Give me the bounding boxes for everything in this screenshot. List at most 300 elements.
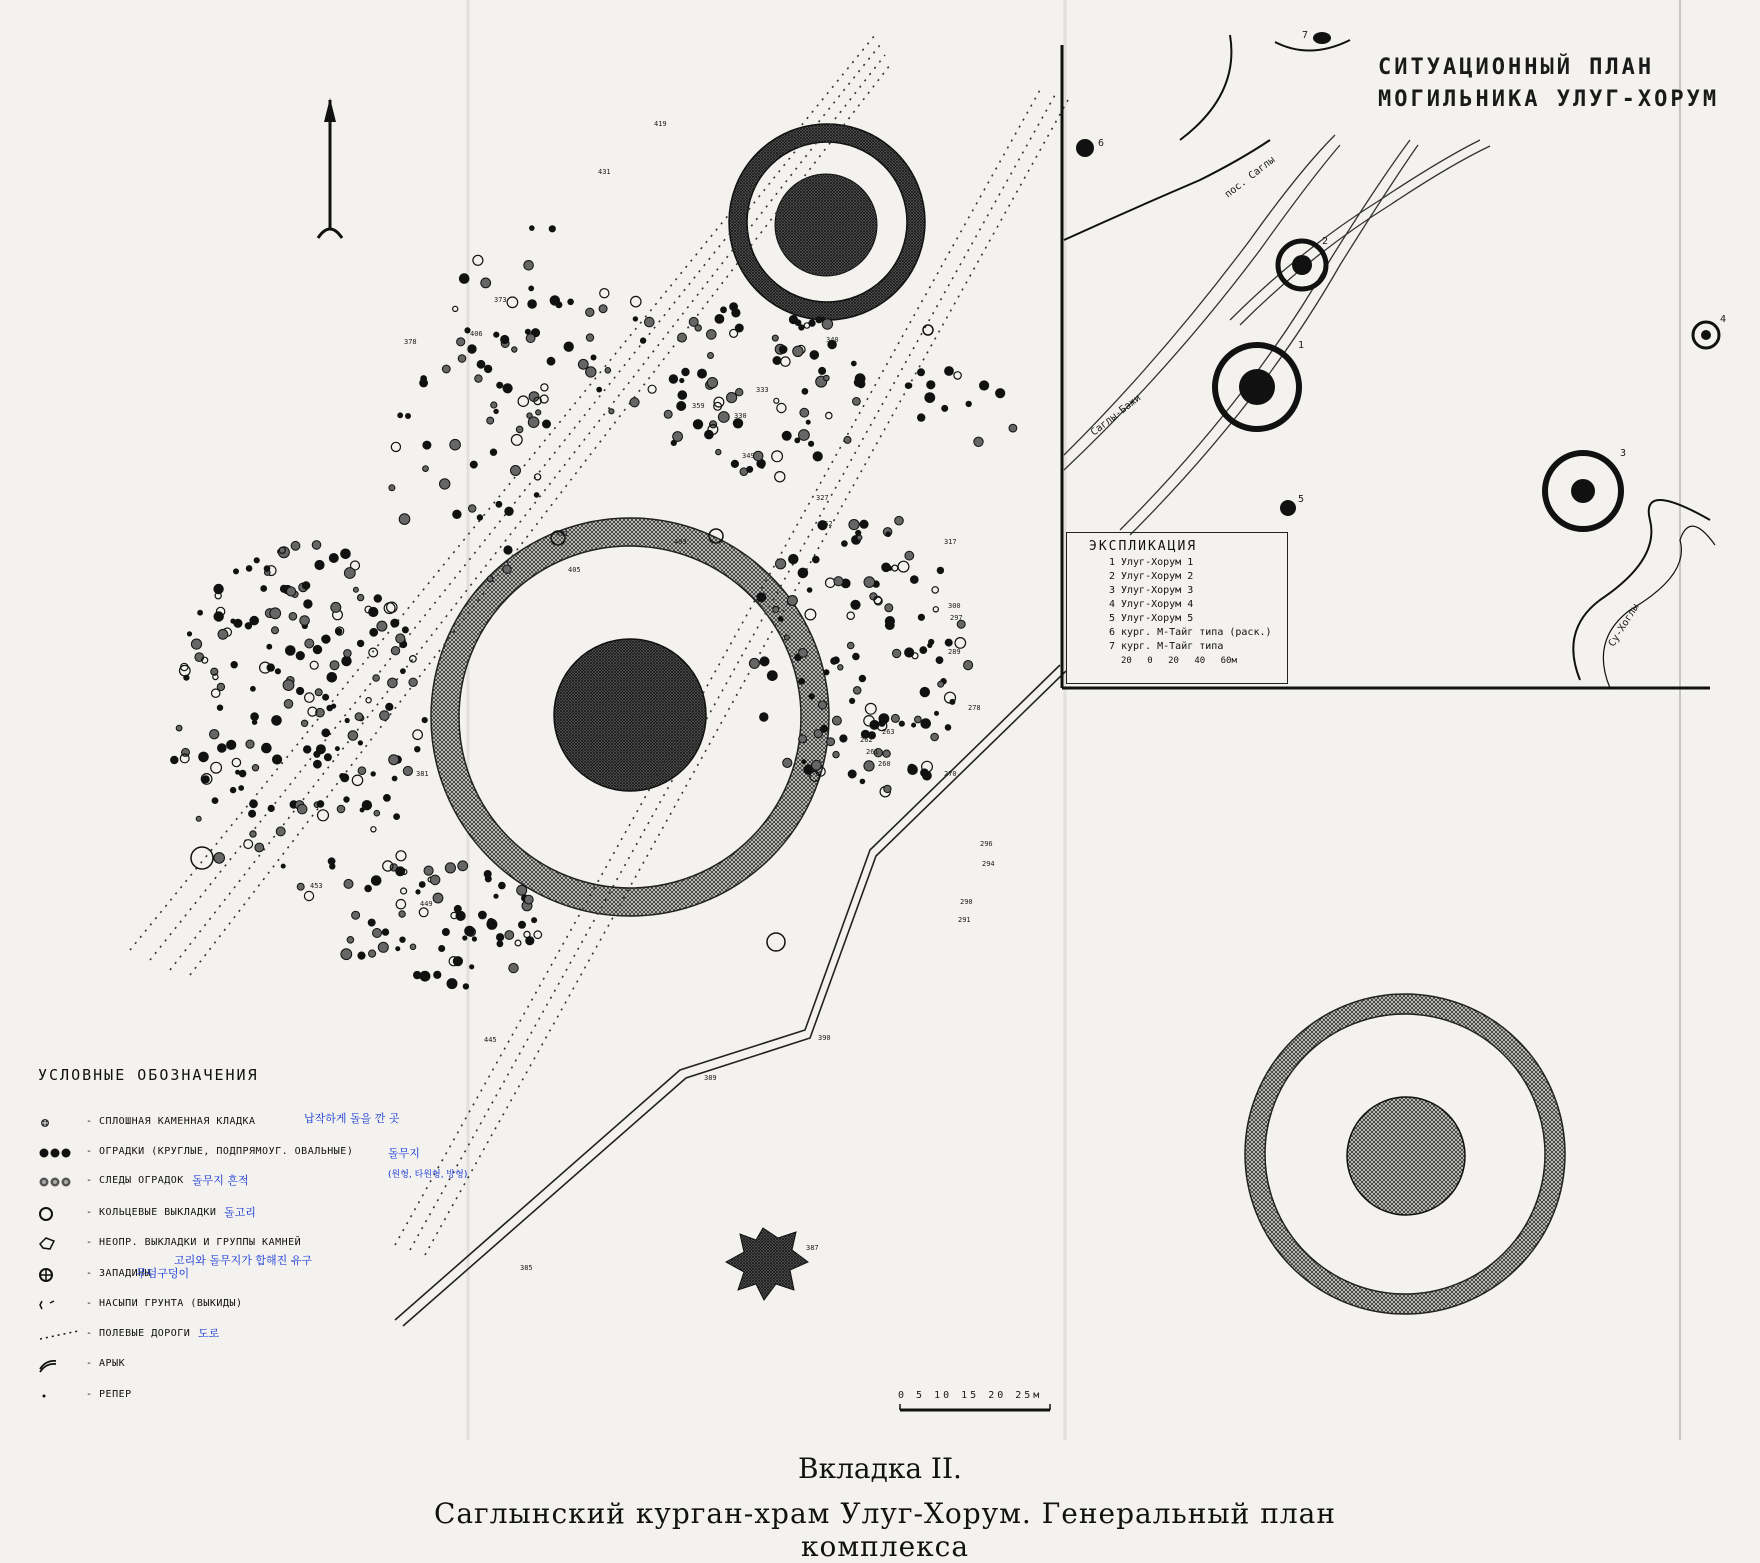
stone-enclosure: [458, 355, 466, 363]
stone-enclosure: [799, 430, 810, 441]
stone-enclosure: [586, 367, 596, 377]
feature-number: 289: [948, 648, 961, 656]
stone-enclosure: [534, 931, 542, 939]
stone-enclosure: [917, 413, 925, 421]
mound-number-1: 1: [1298, 340, 1305, 351]
soil-mound-icon: [38, 1295, 82, 1315]
stone-enclosure: [322, 694, 329, 701]
stone-enclosure: [487, 576, 493, 582]
stone-enclosure: [503, 383, 513, 393]
stone-enclosure: [505, 931, 514, 940]
legend-item-label: - ОГРАДКИ (КРУГЛЫЕ, ПОДПРЯМОУГ. ОВАЛЬНЫЕ): [86, 1146, 354, 1157]
stone-enclosure: [197, 610, 203, 616]
stone-enclosure: [503, 545, 512, 554]
stone-enclosure: [484, 365, 492, 373]
stone-enclosure: [348, 731, 358, 741]
stone-enclosure: [268, 805, 275, 812]
stone-enclosure: [779, 345, 788, 354]
stone-enclosure: [419, 881, 426, 888]
stone-enclosure: [486, 919, 497, 930]
stone-enclosure: [818, 367, 826, 375]
inset-mound-7: [1313, 32, 1331, 44]
feature-number: 262: [860, 736, 873, 744]
stone-enclosure: [772, 335, 778, 341]
stone-enclosure: [345, 718, 350, 723]
stone-enclosure: [410, 656, 417, 663]
stone-enclosure: [318, 810, 329, 821]
feature-number: 300: [948, 602, 961, 610]
stone-enclosure: [487, 417, 494, 424]
stone-enclosure: [864, 577, 875, 588]
stone-enclosure: [777, 403, 786, 412]
stone-enclosure: [1009, 424, 1017, 432]
stone-enclosure: [541, 384, 548, 391]
star-stone-feature: [726, 1228, 808, 1300]
stone-enclosure: [377, 621, 387, 631]
stone-enclosure: [329, 553, 339, 563]
stone-enclosure: [399, 937, 405, 943]
stone-enclosure: [781, 357, 790, 366]
stone-enclosure: [848, 770, 857, 779]
stone-enclosure: [841, 540, 848, 547]
stone-enclosure: [312, 541, 321, 550]
stone-enclosure: [344, 568, 355, 579]
stone-enclosure: [669, 374, 678, 383]
river-label: Саглы-Бажи: [1088, 392, 1144, 439]
stone-enclosure: [371, 771, 376, 776]
stone-enclosure: [834, 577, 843, 586]
legend-item-label: - КОЛЬЦЕВЫЕ ВЫКЛАДКИ: [86, 1207, 217, 1218]
stone-enclosure: [410, 944, 416, 950]
stone-enclosure: [524, 895, 533, 904]
stone-enclosure: [422, 717, 428, 723]
stone-enclosure: [810, 350, 820, 360]
stone-enclosure: [211, 762, 222, 773]
stone-enclosure: [301, 720, 307, 726]
stone-enclosure: [671, 440, 677, 446]
stone-enclosure: [630, 398, 639, 407]
stone-enclosure: [366, 698, 371, 703]
stone-enclosure: [462, 935, 467, 940]
stone-enclosure: [693, 419, 703, 429]
mound-number-5: 5: [1298, 494, 1305, 505]
ring-stone-feature: [191, 847, 213, 869]
explication-item-label: Улуг-Хорум 3: [1121, 585, 1194, 596]
stone-enclosure: [291, 541, 300, 550]
stone-enclosure: [885, 604, 893, 612]
stone-enclosure: [826, 578, 835, 587]
stone-enclosure: [340, 549, 351, 560]
stone-enclosure: [284, 700, 293, 709]
road-label: пос. Саглы: [1222, 154, 1278, 201]
stone-enclosure: [503, 565, 511, 573]
stone-enclosure: [801, 759, 806, 764]
stone-enclosure: [310, 661, 318, 669]
feature-number: 373: [494, 296, 507, 304]
explication-item-number: 4: [1109, 599, 1116, 610]
stone-enclosure: [214, 611, 224, 621]
stone-enclosure: [524, 261, 534, 271]
stone-enclosure: [396, 900, 405, 909]
stone-enclosure: [337, 805, 345, 813]
stone-enclosure: [707, 378, 717, 388]
feature-number: 405: [568, 566, 581, 574]
stone-enclosure: [230, 787, 236, 793]
inset-mound-3: [1545, 453, 1621, 529]
stone-enclosure: [254, 557, 260, 563]
explication-item-number: 6: [1109, 627, 1116, 638]
stone-enclosure: [749, 658, 759, 668]
stone-enclosure: [422, 441, 431, 450]
mound-number-3: 3: [1620, 448, 1627, 459]
stone-enclosure: [917, 368, 925, 376]
explication-item: [1109, 584, 1287, 598]
mound-number-6: 6: [1098, 138, 1105, 149]
irregular-stone-icon: [38, 1234, 82, 1254]
stone-enclosure: [304, 891, 313, 900]
explication-item-number: 1: [1109, 557, 1116, 568]
stone-enclosure: [833, 751, 839, 757]
stone-enclosure: [827, 738, 835, 746]
stone-enclosure: [378, 942, 388, 952]
stone-enclosure: [727, 393, 737, 403]
stone-enclosure: [409, 678, 417, 686]
stone-enclosure: [839, 734, 847, 742]
stone-enclosure: [281, 864, 286, 869]
stone-enclosure: [806, 420, 811, 425]
stone-enclosure: [798, 678, 805, 685]
stone-enclosure: [238, 785, 244, 791]
stone-enclosure: [344, 879, 353, 888]
stone-enclosure: [855, 530, 861, 536]
feature-number: 294: [982, 860, 995, 868]
stone-enclosure: [859, 675, 866, 682]
stone-enclosure: [217, 743, 227, 753]
stone-enclosure: [369, 628, 378, 637]
stone-enclosure: [321, 728, 330, 737]
feature-number: 317: [944, 538, 957, 546]
stone-enclosure: [395, 946, 400, 951]
stone-enclosure: [433, 971, 441, 979]
stone-enclosure: [926, 380, 935, 389]
feature-number: 406: [470, 330, 483, 338]
stone-enclosure: [331, 704, 336, 709]
stone-enclosure: [937, 567, 944, 574]
stone-enclosure: [904, 647, 914, 657]
stone-enclosure: [287, 587, 296, 596]
stone-enclosure: [511, 435, 522, 446]
stone-enclosure: [453, 306, 458, 311]
stone-enclosure: [865, 703, 876, 714]
stone-enclosure: [847, 642, 854, 649]
stone-enclosure: [730, 329, 738, 337]
mound-number-4: 4: [1720, 314, 1727, 325]
legend-title: УСЛОВНЫЕ ОБОЗНАЧЕНИЯ: [38, 1066, 259, 1084]
stone-enclosure: [170, 756, 178, 764]
stone-enclosure: [470, 461, 478, 469]
stone-enclosure: [527, 299, 537, 309]
stone-enclosure: [270, 608, 281, 619]
stone-enclosure: [933, 607, 938, 612]
stone-enclosure: [859, 520, 868, 529]
solid-masonry-icon: [38, 1113, 82, 1133]
stone-enclosure: [297, 883, 304, 890]
stone-enclosure: [881, 563, 891, 573]
stone-enclosure: [276, 827, 285, 836]
stone-enclosure: [380, 711, 390, 721]
stone-enclosure: [445, 863, 455, 873]
stone-enclosure: [245, 622, 252, 629]
stone-enclosure: [664, 410, 672, 418]
stone-enclosure: [697, 369, 707, 379]
stone-enclosure: [303, 599, 312, 608]
inset-title: [1378, 52, 1719, 116]
stone-enclosure: [818, 701, 826, 709]
stone-enclosure: [885, 616, 895, 626]
feature-number: 333: [756, 386, 769, 394]
river2-label: Су-Хоглы: [1606, 602, 1642, 649]
depression-icon: [38, 1265, 82, 1285]
stone-enclosure: [419, 379, 428, 388]
feature-number: 296: [980, 840, 993, 848]
legend-item-label: - СПЛОШНАЯ КАМЕННАЯ КЛАДКА: [86, 1116, 256, 1127]
stone-enclosure: [500, 335, 509, 344]
stone-enclosure: [864, 761, 874, 771]
stone-enclosure: [517, 885, 527, 895]
stone-enclosure: [477, 360, 486, 369]
stone-enclosure: [352, 911, 360, 919]
explication-item-number: 7: [1109, 641, 1116, 652]
stone-enclosure: [353, 587, 358, 592]
stone-enclosure: [272, 754, 282, 764]
stone-enclosure: [458, 861, 468, 871]
aryk-canal: [395, 665, 1066, 1326]
stone-enclosure: [760, 656, 770, 666]
stone-enclosure: [324, 753, 332, 761]
inset-title-line2: МОГИЛЬНИКА УЛУГ-ХОРУМ: [1378, 87, 1720, 112]
field-road-icon: [38, 1325, 82, 1345]
explication-item-label: Улуг-Хорум 5: [1121, 613, 1194, 624]
stone-enclosure: [472, 936, 477, 941]
stone-enclosure: [248, 810, 256, 818]
stone-enclosure: [343, 796, 349, 802]
stone-enclosure: [716, 449, 721, 454]
stone-enclosure: [645, 317, 655, 327]
stone-enclosure: [528, 286, 534, 292]
stone-enclosure: [928, 639, 934, 645]
stone-enclosure: [830, 657, 838, 665]
stone-enclosure: [910, 575, 919, 584]
stone-enclosure: [385, 703, 393, 711]
feature-number: 419: [654, 120, 667, 128]
stone-enclosure: [808, 693, 814, 699]
feature-number: 385: [520, 1264, 533, 1272]
stone-enclosure: [678, 390, 688, 400]
stone-enclosure: [529, 225, 535, 231]
stone-enclosure: [528, 417, 539, 428]
stone-enclosure: [995, 388, 1005, 398]
stone-enclosure: [330, 661, 339, 670]
stone-enclosure: [535, 474, 541, 480]
feature-number: 387: [806, 1244, 819, 1252]
stone-enclosure: [352, 775, 362, 785]
stone-enclosure: [631, 296, 641, 306]
stone-enclosure: [496, 382, 503, 389]
stone-enclosure: [847, 612, 854, 619]
stone-enclosure: [368, 919, 376, 927]
explication-item-number: 5: [1109, 613, 1116, 624]
stone-enclosure: [547, 357, 556, 366]
stone-enclosure: [808, 441, 814, 447]
stone-enclosure: [357, 640, 364, 647]
stone-enclosure: [633, 316, 638, 321]
stone-enclosure: [851, 361, 857, 367]
stone-enclosure: [707, 330, 717, 340]
feature-number: 352: [820, 520, 833, 528]
legend-item-annotation: 납작하게 돌을 깐 곳: [304, 1112, 400, 1125]
stone-enclosure: [424, 866, 433, 875]
explication-item-label: Улуг-Хорум 1: [1121, 557, 1194, 568]
benchmark-icon: [38, 1386, 82, 1406]
feature-number: 261: [866, 748, 879, 756]
stone-enclosure: [832, 716, 841, 725]
stone-enclosure: [275, 668, 281, 674]
stone-enclosure: [826, 412, 832, 418]
stone-enclosure: [401, 888, 407, 894]
inset-mound-1: [1215, 345, 1299, 429]
stone-enclosure: [373, 675, 380, 682]
stone-enclosure: [775, 472, 785, 482]
stone-enclosure: [578, 359, 588, 369]
stone-enclosure: [708, 353, 714, 359]
explication-item: [1109, 570, 1287, 584]
stone-enclosure: [313, 645, 322, 654]
stone-enclosure: [303, 745, 311, 753]
explication-item-label: кург. М-Тайг типа: [1121, 641, 1224, 652]
stone-enclosure: [419, 908, 428, 917]
stone-enclosure: [596, 387, 602, 393]
stone-enclosure: [450, 439, 461, 450]
stone-enclosure: [920, 687, 930, 697]
feature-number: 291: [958, 916, 971, 924]
stone-enclosure: [391, 647, 399, 655]
stone-enclosure: [413, 730, 423, 740]
stone-enclosure: [733, 309, 738, 314]
stone-enclosure: [911, 723, 916, 728]
stone-enclosure: [509, 963, 518, 972]
stone-enclosure: [447, 978, 458, 989]
stone-enclosure: [195, 653, 204, 662]
stone-enclosure: [600, 289, 609, 298]
lower-right-kurgan: [1245, 994, 1565, 1314]
stone-enclosure: [399, 911, 405, 917]
stone-enclosure: [974, 437, 983, 446]
stone-enclosure: [493, 332, 499, 338]
stone-enclosure: [536, 410, 541, 415]
stone-enclosure: [302, 581, 310, 589]
stone-enclosure: [395, 866, 405, 876]
stone-enclosure: [374, 594, 382, 602]
stone-enclosure: [305, 693, 314, 702]
stone-enclosure: [773, 356, 782, 365]
stone-enclosure: [844, 436, 851, 443]
legend-item-label: - НАСЫПИ ГРУНТА (ВЫКИДЫ): [86, 1298, 243, 1309]
stone-enclosure: [854, 378, 863, 387]
stone-enclosure: [945, 639, 953, 647]
stone-enclosures: [170, 225, 1017, 989]
stone-enclosure: [898, 561, 909, 572]
stone-enclosure: [954, 372, 961, 379]
stone-enclosure: [808, 319, 815, 326]
stone-enclosure: [252, 765, 258, 771]
stone-enclosure: [504, 507, 513, 516]
stone-enclosure: [605, 368, 611, 374]
explication-title: ЭКСПЛИКАЦИЯ: [1089, 539, 1198, 554]
stone-enclosure: [931, 733, 939, 741]
scale-bar-label: 0 5 10 15 20 25м: [898, 1390, 1043, 1401]
legend-item-label: - ЗАПАДИНЫ: [86, 1268, 152, 1279]
stone-enclosure: [305, 639, 314, 648]
stone-enclosure: [932, 587, 938, 593]
stone-enclosure: [414, 746, 420, 752]
stone-enclosure: [327, 672, 338, 683]
stone-enclosure: [767, 670, 778, 681]
mound-number-2: 2: [1322, 236, 1329, 247]
explication-box: [1066, 532, 1288, 684]
stone-enclosure: [507, 297, 518, 308]
stone-enclosure: [599, 305, 607, 313]
stone-enclosure: [313, 751, 320, 758]
stone-enclosure: [853, 398, 861, 406]
stone-enclosure: [212, 797, 219, 804]
stone-enclosure: [915, 716, 922, 723]
stone-enclosure: [484, 870, 492, 878]
stone-enclosure: [239, 770, 247, 778]
stone-enclosure: [814, 730, 822, 738]
stone-enclosure: [892, 565, 898, 571]
stone-enclosure: [457, 338, 465, 346]
stone-enclosure: [297, 804, 307, 814]
stone-enclosure: [360, 808, 365, 813]
stone-enclosure: [534, 492, 540, 498]
legend-item-annotation: 돌무지 흔적: [192, 1174, 249, 1187]
inset-mound-4: [1693, 322, 1719, 348]
stone-enclosure: [824, 375, 830, 381]
stone-enclosure: [525, 329, 531, 335]
stone-enclosure: [390, 619, 399, 628]
stone-enclosure: [335, 746, 340, 751]
stone-enclosure: [788, 554, 798, 564]
legend-item-label: - НЕОПР. ВЫКЛАДКИ И ГРУППЫ КАМНЕЙ: [86, 1237, 302, 1248]
stone-enclosure: [433, 893, 443, 903]
explication-item-label: Улуг-Хорум 2: [1121, 571, 1194, 582]
stone-enclosure: [271, 715, 282, 726]
stone-enclosure: [391, 442, 400, 451]
inset-mound-2: [1278, 241, 1326, 289]
ring-icon: [38, 1204, 82, 1224]
feature-number: 297: [950, 614, 963, 622]
stone-enclosure: [936, 656, 944, 664]
stone-enclosure: [396, 634, 405, 643]
stone-enclosure: [938, 681, 944, 687]
stone-enclosure: [347, 937, 354, 944]
stone-enclosure: [784, 635, 789, 640]
stone-enclosure: [736, 389, 743, 396]
stone-enclosure: [883, 750, 890, 757]
stone-enclosure: [822, 319, 832, 329]
stone-enclosure: [300, 616, 310, 626]
stone-enclosure: [799, 649, 808, 658]
